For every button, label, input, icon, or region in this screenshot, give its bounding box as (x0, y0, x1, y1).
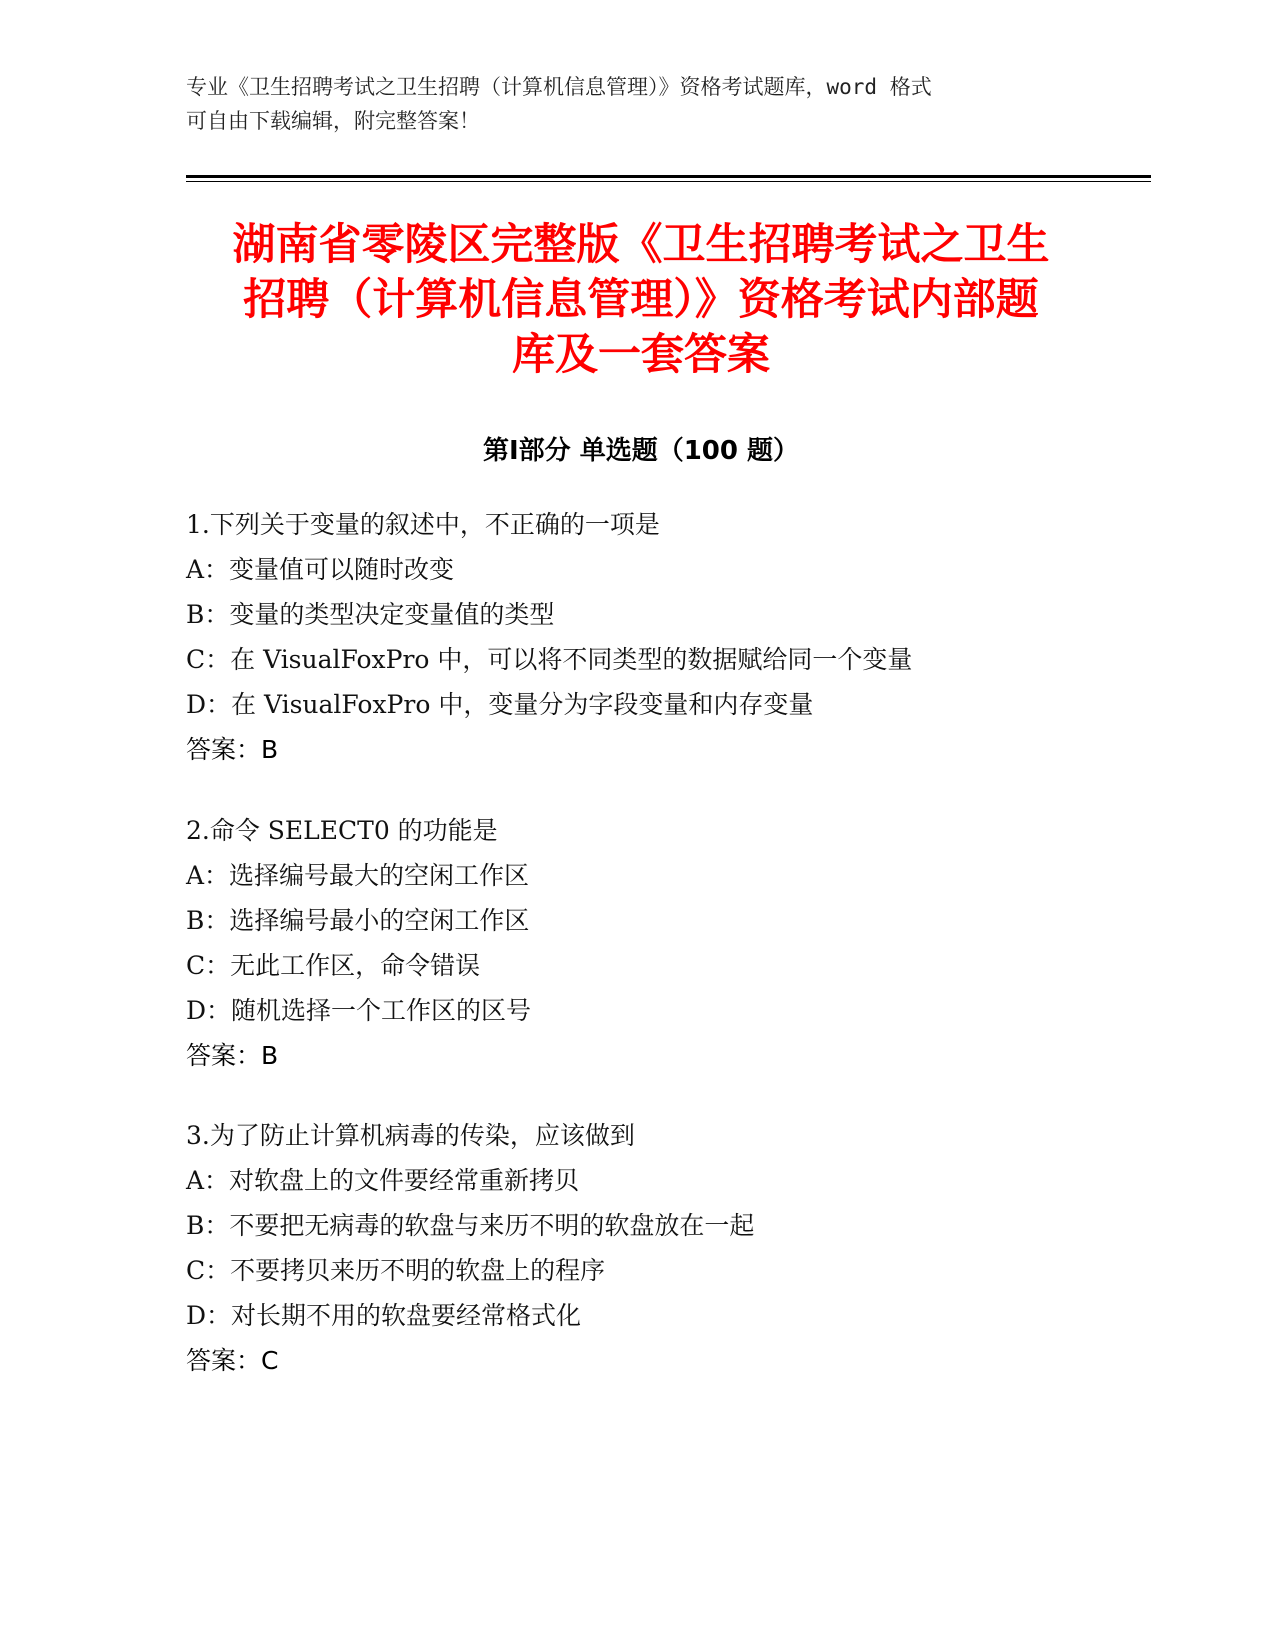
header-divider-thick (186, 175, 1151, 178)
option-d: D：对长期不用的软盘要经常格式化 (186, 1301, 582, 1330)
document-title (186, 218, 1096, 383)
title-line-2: 招聘（计算机信息管理）》资格考试内部题 (243, 275, 1039, 325)
question-2 (186, 808, 1146, 1078)
answer: 答案：C (186, 1346, 279, 1375)
intro-paragraph (186, 70, 1086, 138)
question-3 (186, 1113, 1146, 1383)
answer: 答案：B (186, 1041, 279, 1070)
option-c: C：无此工作区，命令错误 (186, 951, 481, 980)
section-heading: 第Ⅰ部分 单选题（100 题） (482, 436, 800, 466)
question-1 (186, 502, 1146, 772)
answer: 答案：B (186, 735, 279, 764)
option-a: A：对软盘上的文件要经常重新拷贝 (186, 1166, 580, 1195)
question-text: 2.命令 SELECT0 的功能是 (186, 816, 498, 845)
option-c: C：不要拷贝来历不明的软盘上的程序 (186, 1256, 606, 1285)
intro-line-1: 专业《卫生招聘考试之卫生招聘（计算机信息管理）》资格考试题库，word 格式 (186, 75, 932, 99)
question-text: 3.为了防止计算机病毒的传染，应该做到 (186, 1121, 635, 1150)
option-a: A：选择编号最大的空闲工作区 (186, 861, 530, 890)
option-c: C：在 VisualFoxPro 中，可以将不同类型的数据赋给同一个变量 (186, 645, 913, 674)
title-line-1: 湖南省零陵区完整版《卫生招聘考试之卫生 (232, 220, 1050, 270)
option-b: B：变量的类型决定变量值的类型 (186, 600, 555, 629)
intro-line-2: 可自由下载编辑，附完整答案！ (186, 109, 480, 133)
option-a: A：变量值可以随时改变 (186, 555, 455, 584)
option-b: B：不要把无病毒的软盘与来历不明的软盘放在一起 (186, 1211, 755, 1240)
title-line-3: 库及一套答案 (512, 330, 770, 380)
option-d: D：在 VisualFoxPro 中，变量分为字段变量和内存变量 (186, 690, 814, 719)
header-divider-thin (186, 181, 1151, 182)
option-b: B：选择编号最小的空闲工作区 (186, 906, 530, 935)
question-text: 1.下列关于变量的叙述中，不正确的一项是 (186, 510, 660, 539)
option-d: D：随机选择一个工作区的区号 (186, 996, 532, 1025)
